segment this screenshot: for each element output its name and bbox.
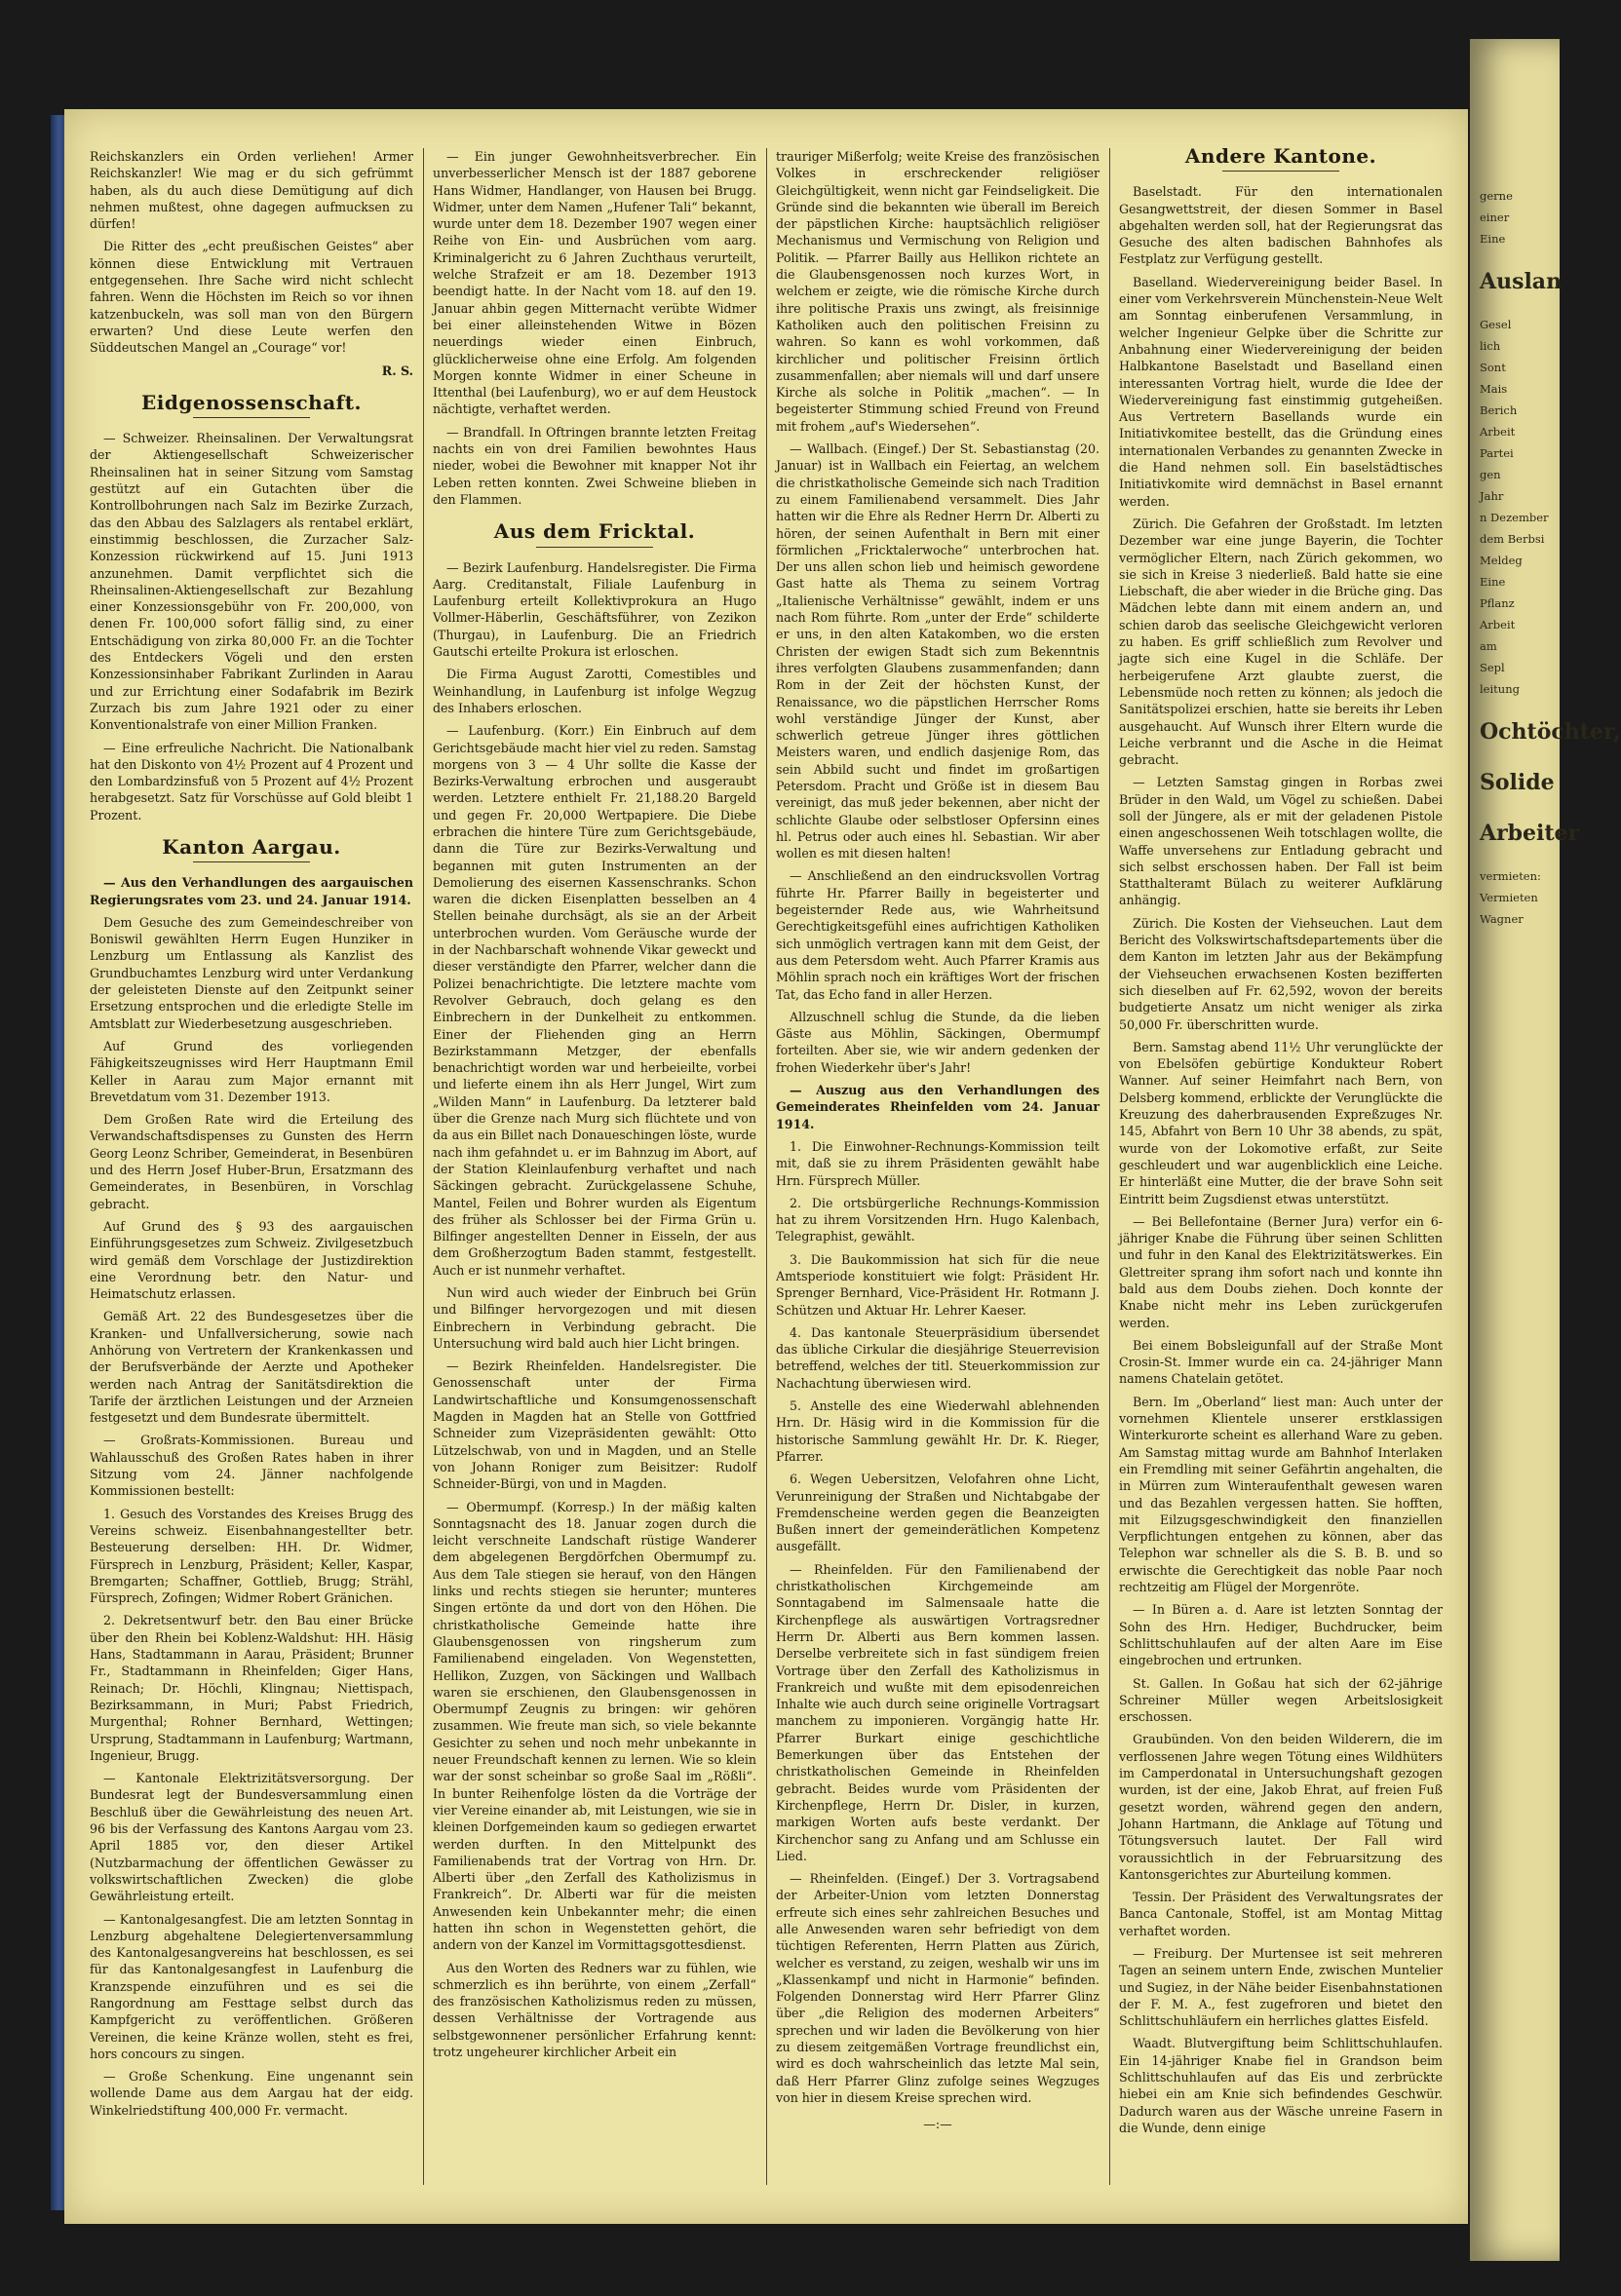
paragraph: trauriger Mißerfolg; weite Kreise des französischen Volkes in erschreckender religiöser Gleichgültigkeit, wenn nicht gar Feindseligkeit. Die Gründe sind die bekannten wie überall im Bereich der päpstlichen Kirche: hauptsächlich religiöser Mechanismus und Vermischung von Religion und Politik. — Pfarrer Bailly aus Hellikon richtete an die Glaubensgenossen noch kurzes Wort, in welchem er zeigte, wie die römische Kirche durch ihre politische Praxis uns zwingt, als freisinnige Katholiken auch den politischen Freisinn zu wahren. So kann es wohl vorkommen, daß kirchlicher und politischer Freisinn örtlich zusammenfallen; aber niemals will und darf unsere Kirche als solche in Politik „machen“. — In begeisterter Stimmung schied Freund von Freund mit frohem „auf's Wiedersehen“. [776, 149, 1100, 434]
paragraph: Allzuschnell schlug die Stunde, da die lieben Gäste aus Möhlin, Säckingen, Obermumpf forteilten. Aber sie, wie wir andern gedenken der frohen Wiederkehr über's Jahr! [776, 1009, 1100, 1075]
paragraph: — Wallbach. (Eingef.) Der St. Sebastianstag (20. Januar) ist in Wallbach ein Feiertag, an welchem die christkatholische Gemeinde sich nach Tradition zu einem Familienabend versammelt. Dies Jahr hatten wir die Ehre als Redner Herrn Dr. Alberti zu hören, der seinen Aufenthalt in Bern mit einer förmlichen „Fricktalerwoche“ unterbrochen hat. Der uns allen schon lieb und heimisch gewordene Gast hatte als Thema zu seinem Vortrag „Italienische Verhältnisse“ gewählt, indem er uns nach Rom führte. Rom „unter der Erde“ schilderte er uns, in den alten Katakomben, wo die ersten Christen der ewigen Stadt sich zum Bekenntnis ihres verfolgten Glaubens zusammenfanden; dann Rom in der Zeit der höchsten Kunst, der Renaissance, wo die päpstlichen Herrscher Roms wohl verständige Jünger der Kunst, aber schwerlich getreue Jünger ihres göttlichen Meisters waren, und endlich dasjenige Rom, das sein Abbild sucht und findet im großartigen Petersdom. Pracht und Größe ist in diesem Bau vereinigt, das muß jeder bekennen, aber nicht der schlichte Glaube oder selbstloser Opfersinn eines hl. Petrus oder auch eines hl. Sebastian. Wir aber wollen es mit diesen halten! [776, 441, 1100, 861]
paragraph: Die Ritter des „echt preußischen Geistes“ aber können diese Entwicklung mit Vertrauen entgegensehen. Ihre Sache wird nicht schlecht fahren. Wenn die Höchsten im Reich so vor ihnen katzenbuckeln, was soll man von den Bürgern erwarten? Und diese Leute werfen den Süddeutschen Mangel an „Courage“ vor! [90, 239, 413, 356]
paragraph: 6. Wegen Uebersitzen, Velofahren ohne Licht, Verunreinigung der Straßen und Nichtabgabe der Fremdenscheine werden gegen die Beanzeigten Bußen innert der gemeinderätlichen Kompetenz ausgefällt. [776, 1472, 1100, 1554]
adjacent-page-fragment: vermieten: [1480, 869, 1541, 883]
adjacent-page-fragment: Meldeg [1480, 554, 1523, 567]
paragraph: — Bei Bellefontaine (Berner Jura) verfor ein 6-jähriger Knabe die Führung über seinen Schlitten und fuhr in den Kanal des Elektrizitätswerkes. Ein Glettreiter sprang ihm sofort nach und konnte ihn bald aus dem Doubs ziehen. Doch konnte der Knabe nicht mehr ins Leben zurückgerufen werden. [1119, 1213, 1443, 1330]
adjacent-page-fragment: einer [1480, 210, 1510, 224]
paragraph: Baselland. Wiedervereinigung beider Basel. In einer vom Verkehrsverein Münchenstein-Neue Welt am Sonntag einberufenen Versammlung, in welcher Ingenieur Gelpke über die Schritte zur Anbahnung einer Wiedervereinigung der beiden Halbkantone Baselstadt und Baselland einen interessanten Vortrag hielt, wurde die Idee der Wiedervereinigung fast einstimmig gutgeheißen. Aus Vertretern Basellands wurde ein Initiativkomitee bestellt, das die Gründung eines internationalen Verbandes zu genannten Zwecke in die Hand nehmen soll. Ein baselstädtisches Initiativkomite wird demnächst in Basel ernannt werden. [1119, 274, 1443, 509]
paragraph: — Anschließend an den eindrucksvollen Vortrag führte Hr. Pfarrer Bailly in begeisterter und begeisternder Rede aus, wie Wahrheitsund Gerechtigkeitsgefühl eines aufrichtigen Katholiken sich unmöglich vertragen kann mit dem Geist, der aus dem Petersdom weht. Auch Pfarrer Kramis aus Möhlin sprach noch ein kräftiges Wort der frischen Tat, das Echo fand in aller Herzen. [776, 868, 1100, 1002]
adjacent-page-fragment: Ochtöchter, [1480, 719, 1621, 745]
paragraph: — Großrats-Kommissionen. Bureau und Wahlausschuß des Großen Rates haben in ihrer Sitzung vom 24. Jänner nachfolgende Kommissionen bestellt: [90, 1433, 413, 1499]
adjacent-page-fragment: Auslan [1480, 269, 1563, 294]
end-mark: —:— [923, 2117, 952, 2132]
paragraph: Baselstadt. Für den internationalen Gesangwettstreit, der diesen Sommer in Basel abgehalten werden soll, hat der Regierungsrat das Gesuche des alten badischen Bahnhofes als Festplatz zur Verfügung gestellt. [1119, 184, 1443, 267]
paragraph: 1. Gesuch des Vorstandes des Kreises Brugg des Vereins schweiz. Eisenbahnangestellter betr. Besteuerung derselben: HH. Dr. Widmer, Fürsprech in Lenzburg, Präsident; Keller, Kaspar, Bremgarten; Schaffner, Gottlieb, Brugg; Strähl, Fürsprech, Zofingen; Widmer Robert Gränichen. [90, 1506, 413, 1606]
paragraph: Graubünden. Von den beiden Wilderern, die im verflossenen Jahre wegen Tötung eines Wildhüters im Camperdonatal in Untersuchungshaft gezogen wurden, ist der eine, Jakob Ehrat, auf freien Fuß gesetzt worden, während gegen den andern, Johann Hartmann, die Anklage auf Tötung und Tötungsversuch lautet. Der Fall wird voraussichtlich in der Februarsitzung des Kantonsgerichtes zur Aburteilung kommen. [1119, 1732, 1443, 1882]
paragraph: — Bezirk Rheinfelden. Handelsregister. Die Genossenschaft unter der Firma Landwirtschaftliche und Konsumgenossenschaft Magden in Magden hat an Stelle von Gottfried Schneider zum Vizepräsidenten gewählt: Otto Lützelschwab, von und in Magden, und an Stelle von Johann Roniger zum Beisitzer: Rudolf Schneider-Bürgi, von und in Magden. [433, 1358, 756, 1492]
adjacent-page-fragment: Arbeiter [1480, 821, 1580, 846]
paragraph: — Kantonale Elektrizitätsversorgung. Der Bundesrat legt der Bundesversammlung einen Beschluß über die Gewährleistung des neuen Art. 96 bis der Verfassung des Kantons Aargau vom 23. April 1885 vor, den dieser Artikel (Nutzbarmachung der öffentlichen Gewässer zu volkswirtschaftlichen Zwecken) die globe Gewährleistung erteilt. [90, 1771, 413, 1904]
paragraph: Bei einem Bobsleigunfall auf der Straße Mont Crosin-St. Immer wurde ein ca. 24-jähriger Mann namens Chatelain getötet. [1119, 1337, 1443, 1387]
paragraph: Bern. Samstag abend 11½ Uhr verunglückte der von Ebelsöfen gebürtige Kondukteur Robert Wanner. Auf seiner Heimfahrt nach Bern, von Delsberg kommend, erblickte der Verunglückte die Kreuzung des daherbrausenden Expreßzuges Nr. 145, Abfahrt von Bern 10 Uhr 38 abends, zu spät, wurde von der Lokomotive erfaßt, zur Seite geschleudert und war augenblicklich eine Leiche. Er hinterläßt eine Mutter, die der brave Sohn seit Eintritt beim Zugsdienst etwas unterstützt. [1119, 1039, 1443, 1206]
column-rule [766, 148, 767, 2185]
paragraph: 1. Die Einwohner-Rechnungs-Kommission teilt mit, daß sie zu ihrem Präsidenten gewählt habe Hrn. Fürsprech Müller. [776, 1138, 1100, 1188]
adjacent-page-fragment: Mais [1480, 382, 1508, 396]
paragraph: Aus den Worten des Redners war zu fühlen, wie schmerzlich es ihn berührte, von einem „Zerfall“ des französischen Katholizismus reden zu müssen, dessen Verhältnisse der Vortragende aus selbstgewonnener persönlicher Erfahrung kennt: trotz ungeheurer kirchlicher Arbeit ein [433, 1960, 756, 2060]
adjacent-page-fragment: leitung [1480, 682, 1520, 696]
paragraph: — Kantonalgesangfest. Die am letzten Sonntag in Lenzburg abgehaltene Delegiertenversammlung des Kantonalgesangvereins hat beschlossen, es sei für das Kantonalgesangfest in Laufenburg die Kranzspende einzuführen und es sei die Rangordnung am Festtage selbst durch das Kampfgericht zu veröffentlichen. Größeren Vereinen, die keine Kränze wollen, steht es frei, hors concours zu singen. [90, 1911, 413, 2061]
section-heading: Eidgenossenschaft. [90, 395, 413, 418]
column-rule [423, 148, 424, 2185]
paragraph: Bern. Im „Oberland“ liest man: Auch unter der vornehmen Klientele unserer erstklassigen Winterkurorte scheint es allerhand Ware zu geben. Am Samstag mittag wurde am Bahnhof Interlaken ein Fremdling mit seiner Gefährtin angehalten, die in Mürren zum Winteraufenthalt gewesen waren und das Bezahlen vergessen hatten. Sie hofften, mit Eilzugsgeschwindigkeit den finanziellen Verpflichtungen entgehen zu können, aber das Telephon war schneller als die S. B. B. und so erwischte die Gerechtigkeit das noble Paar noch rechtzeitig am Flügel der Morgenröte. [1119, 1394, 1443, 1595]
adjacent-page-fragment: Berich [1480, 403, 1518, 417]
adjacent-page-fragment: Arbeit [1480, 425, 1516, 439]
paragraph: Auf Grund des § 93 des aargauischen Einführungsgesetzes zum Schweiz. Zivilgesetzbuch wird gemäß dem Vorschlage der Justizdirektion eine Verordnung betr. den Natur- und Heimatschutz erlassen. [90, 1218, 413, 1302]
adjacent-page-fragment: gen [1480, 468, 1501, 481]
paragraph: 4. Das kantonale Steuerpräsidium übersendet das übliche Cirkular die diesjährige Steuerrevision betreffend, welches der titl. Steuerkommission zur Nachachtung überwiesen wird. [776, 1324, 1100, 1391]
signature: R. S. [381, 363, 413, 378]
paragraph: Waadt. Blutvergiftung beim Schlittschuhlaufen. Ein 14-jähriger Knabe fiel in Grandson beim Schlittschuhlaufen auf das Eis und zerbrückte hiebei ein am Knie sich befindendes Geschwür. Dadurch waren aus der Wäsche unreine Fasern in die Wunde, denn einige [1119, 2036, 1443, 2135]
section-heading: Kanton Aargau. [90, 839, 413, 862]
paragraph: — Rheinfelden. Für den Familienabend der christkatholischen Kirchgemeinde am Sonntagabend im Salmensaale hatte die Kirchenpflege als auswärtigen Vortragsredner Herrn Dr. Alberti aus Bern kommen lassen. Derselbe verbreitete sich in fast sündigem freien Vortrage über den Zerfall des Katholizismus in Frankreich und wußte mit dem episodenreichen Inhalte wie auch durch seine originelle Vortragsart manchem zu imponieren. Vorgängig hatte Hr. Pfarrer Burkart einige geschichtliche Bemerkungen über das Entstehen der christkatholischen Gemeinde in Rheinfelden gebracht. Beides wurde vom Präsidenten der Kirchenpflege, Herrn Dr. Disler, in kurzen, markigen Worten aufs beste verdankt. Der Kirchenchor sang zu Anfang und am Schlusse ein Lied. [776, 1561, 1100, 1863]
column-3 [776, 148, 1100, 2185]
paragraph: 5. Anstelle des eine Wiederwahl ablehnenden Hrn. Dr. Häsig wird in die Kommission für die historische Sammlung gewählt Hr. Dr. K. Rieger, Pfarrer. [776, 1398, 1100, 1464]
column-1 [90, 148, 413, 2185]
paragraph: — Letzten Samstag gingen in Rorbas zwei Brüder in den Wald, um Vögel zu schießen. Dabei soll der Jüngere, als er mit der geladenen Pistole einen angeschossenen Weih totschlagen wollte, die Waffe unversehens zur Entladung gebracht und sich selbst erschossen haben. Der Fall ist beim Statthalteramt Bülach zu weiterer Aufklärung anhängig. [1119, 775, 1443, 908]
adjacent-page-fragment: Gesel [1480, 318, 1512, 331]
paragraph: Zürich. Die Kosten der Viehseuchen. Laut dem Bericht des Volkswirtschaftsdepartements über die dem Kanton im letzten Jahr aus der Bekämpfung der Viehseuchen erwachsenen Kosten bezifferten sich dieselben auf Fr. 62,592, wovon der bereits budgetierte Ansatz um nicht weniger als zirka 50,000 Fr. überschritten wurde. [1119, 915, 1443, 1032]
paragraph: Die Firma August Zarotti, Comestibles und Weinhandlung, in Laufenburg ist infolge Wegzug des Inhabers erloschen. [433, 667, 756, 715]
subheading: — Auszug aus den Verhandlungen des Gemeinderates Rheinfelden vom 24. Januar 1914. [776, 1083, 1100, 1131]
paragraph: Nun wird auch wieder der Einbruch bei Grün und Bilfinger hervorgezogen und mit diesen Einbrechern in Verbindung gebracht. Die Untersuchung wird bald auch hier Licht bringen. [433, 1285, 756, 1351]
section-heading: Aus dem Fricktal. [433, 523, 756, 547]
section-heading: Andere Kantone. [1119, 148, 1443, 172]
paragraph: Auf Grund des vorliegenden Fähigkeitszeugnisses wird Herr Hauptmann Emil Keller in Aarau zum Major ernannt mit Brevetdatum vom 31. Dezember 1913. [90, 1038, 413, 1104]
adjacent-page-fragment: Sont [1480, 361, 1506, 374]
paragraph: Gemäß Art. 22 des Bundesgesetzes über die Kranken- und Unfallversicherung, sowie nach Anhörung von Vertretern der Krankenkassen und der Berufsverbände der Aerzte und Apotheker werden nach Antrag der Sanitätsdirektion die Tarife der ärztlichen Leistungen und der Arzneien festgesetzt und dem Bundesrate übermittelt. [90, 1309, 413, 1426]
subheading: — Aus den Verhandlungen des aargauischen Regierungsrates vom 23. und 24. Januar 1914. [90, 875, 413, 907]
adjacent-page-fragment: am [1480, 639, 1497, 653]
adjacent-page-fragment: Wagner [1480, 912, 1524, 926]
adjacent-page-fragments [1470, 39, 1621, 930]
adjacent-page-fragment: Arbeit [1480, 618, 1516, 631]
paragraph: 3. Die Baukommission hat sich für die neue Amtsperiode konstituiert wie folgt: Präsident Hr. Sprenger Bernhard, Vice-Präsident Hr. Rotmann J. Schützen und Aktuar Hr. Lehrer Kaeser. [776, 1251, 1100, 1318]
adjacent-page-edge [1470, 39, 1621, 2261]
paragraph: Dem Gesuche des zum Gemeindeschreiber von Boniswil gewählten Herrn Eugen Hunziker in Lenzburg um Entlassung als Kanzlist des Grundbuchamtes Lenzburg wird unter Verdankung der geleisteten Dienste auf den Zeitpunkt seiner Ersetzung entsprochen und die erledigte Stelle im Amtsblatt zur Wiederbesetzung ausgeschrieben. [90, 914, 413, 1031]
paragraph: — Rheinfelden. (Eingef.) Der 3. Vortragsabend der Arbeiter-Union vom letzten Donnerstag erfreute sich eines sehr zahlreichen Besuches und alle Anwesenden waren sehr befriedigt von dem tüchtigen Referenten, Herrn Platten aus Zürich, welcher es verstand, zu zeigen, weshalb wir uns im „Klassenkampf und nicht in Harmonie“ befinden. Folgenden Donnerstag wird Herr Pfarrer Glinz über „die Religion des modernen Arbeiters“ sprechen und wir laden die Bevölkerung von hier zu diesem zeitgemäßen Vortrage freundlichst ein, wird es doch wahrscheinlich das letzte Mal sein, daß Herr Pfarrer Glinz zufolge seines Wegzuges von hier in diesem Kreise sprechen wird. [776, 1871, 1100, 2105]
adjacent-page-fragment: Eine [1480, 575, 1506, 589]
adjacent-page-fragment: Vermieten [1480, 891, 1538, 904]
paragraph: — Ein junger Gewohnheitsverbrecher. Ein unverbesserlicher Mensch ist der 1887 geborene Hans Widmer, Handlanger, von Hausen bei Brugg. Widmer, unter dem Namen „Hufener Tali“ bekannt, wurde unter dem 18. Dezember 1907 wegen einer Reihe von Ein- und Ausbrüchen vom aarg. Kriminalgericht zu 6 Jahren Zuchthaus verurteilt, welche Strafzeit er am 18. Dezember 1913 beendigt hatte. In der Nacht vom 18. auf den 19. Januar ahbin gegen Mitternacht verübte Widmer bei einer alleinstehenden Witwe in Bözen neuerdings wieder einen Einbruch, glücklicherweise ohne eine Erfolg. Am folgenden Morgen konnte Widmer in einer Scheune in Ittenthal (bei Laufenburg), wo er auf dem Heustock nächtigte, verhaftet werden. [433, 149, 756, 417]
paragraph: — Laufenburg. (Korr.) Ein Einbruch auf dem Gerichtsgebäude macht hier viel zu reden. Samstag morgens von 3 — 4 Uhr sollte die Kasse der Bezirks-Verwaltung erbrochen und ausgeraubt werden. Letztere enthielt Fr. 21,188.20 Bargeld und gegen Fr. 20,000 Wertpapiere. Die Diebe erbrachen die hintere Türe zum Gerichtsgebäude, dann die Türe zur Bezirks-Verwaltung und begannen mit guten Instrumenten an der Demolierung des eisernen Kassenschranks. Schon waren die dicken Eisenplatten besselben an 4 Stellen beinahe durchsägt, als sie an der Arbeit unterbrochen wurden. Vom Geräusche wurde der in der Nachbarschaft wohnende Vikar geweckt und dieser verständigte den Pfarrer, welcher dann die Polizei benachrichtigte. Die letztere machte vom Revolver Gebrauch, doch gelang es den Einbrechern in der Dunkelheit zu entkommen. Einer der Fliehenden ging an Herrn Bezirkstammann Metzger, der ebenfalls benachrichtigt worden war und herbeieilte, vorbei und lieferte einem ihn als Herr Jungel, Wirt zum „Wilden Mann“ in Laufenburg. Da letzterer bald über die Grenze nach Murg sich flüchtete und von da aus ein Billet nach Donaueschingen löste, wurde nach ihm gefahndet u. er im Bahnzug im Abort, auf der Station Kleinlaufenburg verhaftet und nach Säckingen gebracht. Zurückgelassene Schuhe, Mantel, Feilen und Bohrer wurden als Eigentum des früher als Schlosser bei der Firma Grün u. Bilfinger angestellten Denner in Eisseln, der aus dem Großherzogtum Baden stammt, festgestellt. Auch er ist nunmehr verhaftet. [433, 723, 756, 1278]
adjacent-page-fragment: gerne [1480, 189, 1513, 203]
column-rule [1109, 148, 1110, 2185]
adjacent-page-fragment: Eine [1480, 232, 1506, 246]
column-4 [1119, 144, 1443, 2185]
paragraph: Dem Großen Rate wird die Erteilung des Verwandschaftsdispenses zu Gunsten des Herrn Georg Leonz Schriber, Gemeinderat, in Besenbüren und des Herrn Josef Huber-Brun, Ersatzmann des Gemeinderates, in Besenbüren, in Vorschlag gebracht. [90, 1112, 413, 1211]
paragraph: — In Büren a. d. Aare ist letzten Sonntag der Sohn des Hrn. Hediger, Buchdrucker, beim Schlittschuhlaufen auf der alten Aare im Eise eingebrochen und ertrunken. [1119, 1602, 1443, 1668]
newspaper-page [64, 109, 1468, 2224]
paragraph: — Große Schenkung. Eine ungenannt sein wollende Dame aus dem Aargau hat der eidg. Winkelriedstiftung 400,000 Fr. vermacht. [90, 2069, 413, 2118]
adjacent-page-fragment: Pflanz [1480, 596, 1515, 610]
paragraph: — Eine erfreuliche Nachricht. Die Nationalbank hat den Diskonto von 4½ Prozent auf 4 Prozent und den Lombardzinsfuß von 5 Prozent auf 4½ Prozent herabgesetzt. Satz für Vorschüsse auf Gold bleibt 1 Prozent. [90, 740, 413, 823]
adjacent-page-fragment: Sepl [1480, 661, 1505, 674]
adjacent-page-fragment: n Dezember [1480, 511, 1549, 524]
paragraph: — Bezirk Laufenburg. Handelsregister. Die Firma Aarg. Creditanstalt, Filiale Laufenburg in Laufenburg erteilt Kollektivprokura an Hugo Vollmer-Häberlin, Geschäftsführer, von Zezikon (Thurgau), in Laufenburg. Die an Friedrich Gautschi erteilte Prokura ist erloschen. [433, 559, 756, 660]
paragraph: — Brandfall. In Oftringen brannte letzten Freitag nachts ein von drei Familien bewohntes Haus nieder, wobei die Bewohner mit knapper Not ihr Leben retten konnten. Zwei Schweine blieben in den Flammen. [433, 424, 756, 507]
column-2 [433, 148, 756, 2185]
adjacent-page-fragment: dem Berbsi [1480, 532, 1545, 546]
adjacent-page-fragment: Solide [1480, 770, 1555, 795]
paragraph: 2. Dekretsentwurf betr. den Bau einer Brücke über den Rhein bei Koblenz-Waldshut: HH. Häsig Hans, Stadtammann in Aarau, Präsident; Brunner Fr., Stadtammann in Rheinfelden; Giger Hans, Reinach; Dr. Höchli, Klingnau; Niettispach, Bezirksammann, in Muri; Pabst Friedrich, Murgenthal; Rohner Bernhard, Wettingen; Ursprung, Stadtammann in Laufenburg; Wartmann, Ingenieur, Brugg. [90, 1613, 413, 1763]
adjacent-page-fragment: lich [1480, 339, 1501, 353]
paragraph: Zürich. Die Gefahren der Großstadt. Im letzten Dezember war eine junge Bayerin, die Tochter vermöglicher Eltern, nach Zürich gekommen, wo sie sich in Kreise 3 niederließ. Bald hatte sie eine Liebschaft, die aber wieder in die Brüche ging. Das Mädchen lebte dann mit einem andern an, und schien darob das seelische Gleichgewicht verloren zu haben. Es griff schließlich zum Revolver und jagte sich eine Kugel in die Schläfe. Der herbeigerufene Arzt glaubte zuerst, die Lebensmüde noch retten zu können; als jedoch die Sanitätspolizei erschien, hatte sie bereits ihr Leben ausgehaucht. Auf Wunsch ihrer Eltern wurde die Leiche verbrannt und die Asche in die Heimat gebracht. [1119, 516, 1443, 768]
adjacent-page-fragment: Partei [1480, 446, 1514, 460]
paragraph: Reichskanzlers ein Orden verliehen! Armer Reichskanzler! Wie mag er du sich gefrümmt haben, als du auch diese Demütigung auf dich nehmen mußtest, ohne dagegen aufmucksen zu dürfen! [90, 149, 413, 232]
adjacent-page-fragment: Jahr [1480, 489, 1504, 503]
paragraph: — Obermumpf. (Korresp.) In der mäßig kalten Sonntagsnacht des 18. Januar zogen durch die leicht verschneite Landschaft rüstige Wanderer dem abgelegenen Bergdörfchen Obermumpf zu. Aus dem Tale stiegen sie herauf, von den Hängen links und rechts stiegen sie herunter; munteres Singen ertönte da und dort von den Höhen. Die christkatholische Gemeinde hatte ihre Glaubensgenossen von ringsherum zum Familienabend eingeladen. Von Wegenstetten, Hellikon, Zuzgen, von Säckingen und Wallbach waren sie erschienen, den Glaubensgenossen in Obermumpf Zeugnis zu bringen: wir gehören zusammen. Wie freute man sich, so viele bekannte Gesichter zu sehen und noch mehr unbekannte in neuer Freundschaft kennen zu lernen. Wie so klein war der sonst scheinbar so große Saal im „Rößli“. In bunter Reihenfolge lösten da die Vorträge der vier Vereine einander ab, mit Leistungen, wie sie in kleinen Dorfgemeinden kaum so gediegen erwartet werden durften. In den Mittelpunkt des Familienabends trat der Vortrag von Hrn. Dr. Alberti über „den Zerfall des Katholizismus in Frankreich“. Dr. Alberti war für die meisten Anwesenden kein Unbekannter mehr; die einen hatten ihn schon in Wegenstetten gehört, die andern von der Kanzel im Vormittagsgottesdienst. [433, 1499, 756, 1953]
paragraph: 2. Die ortsbürgerliche Rechnungs-Kommission hat zu ihrem Vorsitzenden Hrn. Hugo Kalenbach, Telegraphist, gewählt. [776, 1195, 1100, 1244]
paragraph: Tessin. Der Präsident des Verwaltungsrates der Banca Cantonale, Stoffel, ist am Montag Mittag verhaftet worden. [1119, 1890, 1443, 1938]
columns [90, 144, 1443, 2195]
paragraph: St. Gallen. In Goßau hat sich der 62-jährige Schreiner Müller wegen Arbeitslosigkeit erschossen. [1119, 1675, 1443, 1725]
paragraph: — Freiburg. Der Murtensee ist seit mehreren Tagen an seinem untern Ende, zwischen Muntelier und Sugiez, in der Nähe beider Eisenbahnstationen der F. M. A., fest zugefroren und bietet den Schlittschuhläufern ein herrliches glattes Eisfeld. [1119, 1945, 1443, 2029]
paragraph: — Schweizer. Rheinsalinen. Der Verwaltungsrat der Aktiengesellschaft Schweizerischer Rheinsalinen hat in seiner Sitzung vom Samstag gestützt auf ein Gutachten über die Kontrollbohrungen nach Salz im Bezirke Zurzach, das den Abbau des Salzlagers als rentabel erklärt, einstimmig beschlossen, die Zurzacher Salz-Konzession rückwirkend auf 15. Juni 1913 anzunehmen. Damit verpflichtet sich die Rheinsalinen-Aktiengesellschaft zur Bezahlung einer Konzessionsgebühr von Fr. 200,000, von denen Fr. 100,000 sofort fällig sind, zu einer Entschädigung von zirka 80,000 Fr. an die Tochter des Entdeckers Vögeli und den ersten Konzessionsinhaber Fabrikant Zurlinden in Aarau und zur Errichtung einer Sodafabrik im Bezirk Zurzach bis zum Jahre 1921 oder zu einer Konventionalstrafe von einer Million Franken. [90, 431, 413, 733]
